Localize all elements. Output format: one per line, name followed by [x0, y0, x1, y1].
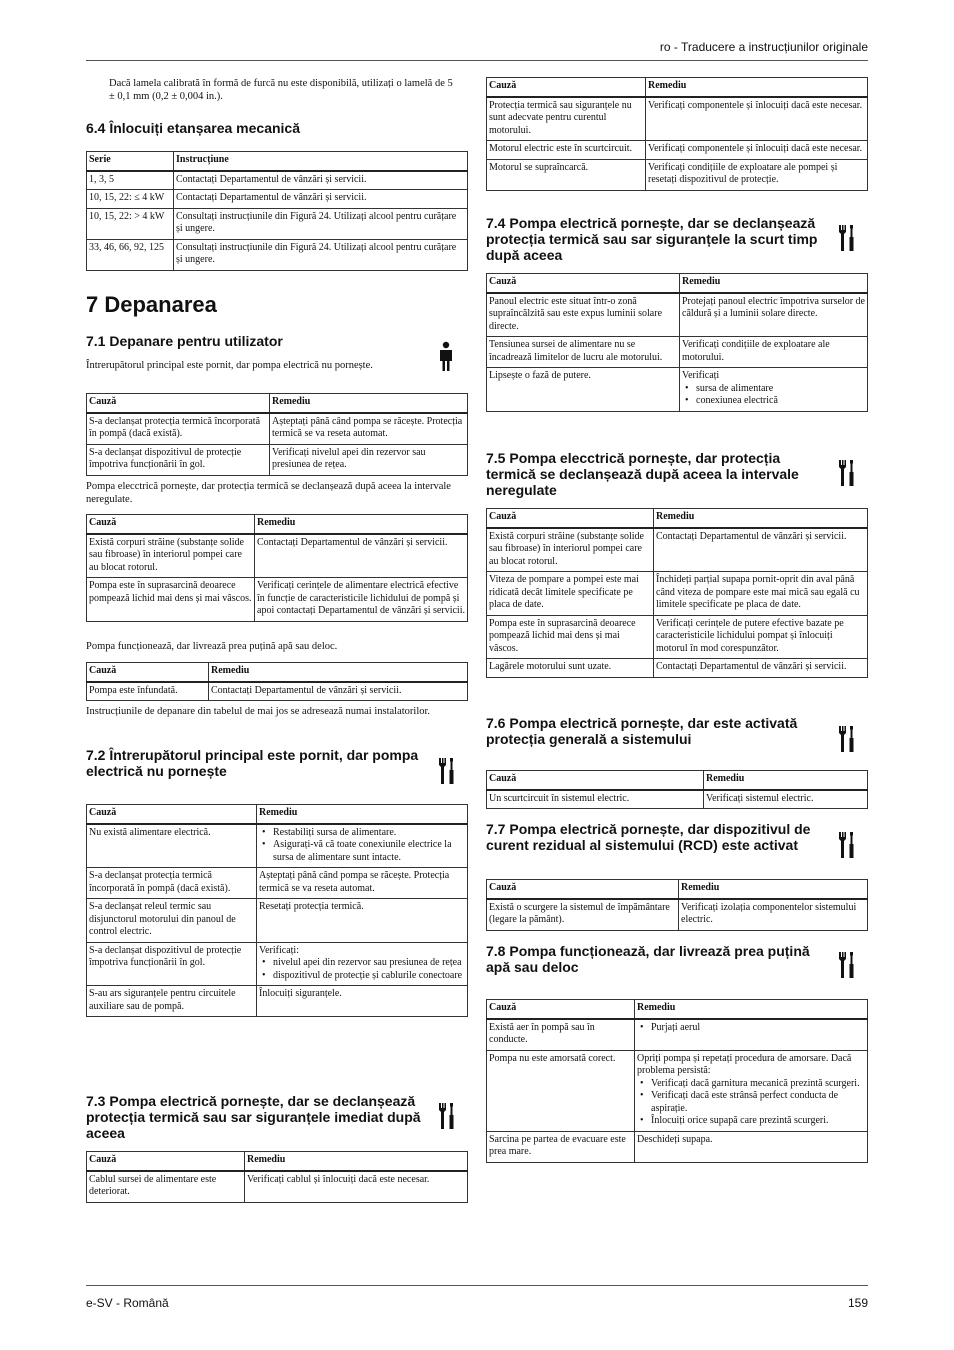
cause-cell: Motorul electric este în scurtcircuit.	[487, 141, 646, 160]
column-header-remedy: Remediu	[209, 663, 468, 682]
column-header-cause: Cauză	[487, 274, 680, 293]
column-header-cause: Cauză	[87, 805, 257, 824]
s71-paragraph-1: Întrerupătorul principal este pornit, dar pompa electrică nu pornește.	[86, 360, 373, 371]
running-header: ro - Traducere a instrucțiunilor originale	[659, 40, 868, 54]
remedy-list-item: • Înlocuiți orice supapă care prezintă scurgeri.	[637, 1115, 865, 1128]
column-header-remedy: Remediu	[679, 880, 868, 899]
remedy-text: Deschideți supapa.	[637, 1133, 713, 1145]
remedy-cell	[680, 337, 868, 368]
remedy-cell	[257, 942, 468, 986]
cause-cell: Lipsește o fază de putere.	[487, 368, 680, 412]
table-header-row	[87, 394, 468, 413]
table-row	[487, 1131, 868, 1162]
column-header-cause: Cauză	[487, 78, 646, 97]
column-header-cause: Cauză	[87, 515, 255, 534]
table-header-row	[487, 509, 868, 528]
table-7-3-continued	[486, 77, 868, 191]
section-7-4-title: 7.4 Pompa electrică pornește, dar se declanșează protecția termică sau sar siguranțele la scurt timp după aceea	[486, 215, 818, 263]
section-7-8-title: 7.8 Pompa funcționează, dar livrează prea puțină apă sau deloc	[486, 943, 810, 975]
remedy-cell	[635, 1131, 868, 1162]
table-header-row	[487, 78, 868, 97]
remedy-text: Înlocuiți siguranțele.	[259, 988, 342, 999]
column-header-remedy: Remediu	[257, 805, 468, 824]
column-header-remedy: Remediu	[255, 515, 468, 534]
remedy-list	[682, 383, 865, 408]
cause-cell: Un scurtcircuit în sistemul electric.	[487, 790, 704, 809]
cause-cell: Tensiunea sursei de alimentare nu se încadrează limitelor de lucru ale motorului.	[487, 337, 680, 368]
remedy-cell: Verificați izolația componentelor sistemului electric.	[679, 899, 868, 931]
remedy-cell: Verificați cerințele de putere efective bazate pe caracteristicile lichidului pompat și înlocuiți motorul în mod corespunzător.	[654, 615, 868, 659]
cause-cell: Viteza de pompare a pompei este mai ridicată decât limitele specificate pe placa de date.	[487, 572, 654, 616]
table-row	[487, 293, 868, 337]
remedy-cell: Verificați nivelul apei din rezervor sau presiunea de rețea.	[270, 444, 468, 475]
remedy-cell	[257, 868, 468, 899]
section-7-6-title: 7.6 Pompa electrică pornește, dar este activată protecția generală a sistemului	[486, 715, 798, 747]
table-header-row	[87, 515, 468, 534]
table-row	[487, 97, 868, 141]
tools-icon	[836, 830, 856, 865]
cause-cell: S-a declanșat protecția termică încorporată în pompă (dacă există).	[87, 868, 257, 899]
remedy-cell: Contactați Departamentul de vânzări și servicii.	[174, 190, 468, 209]
cause-cell: 10, 15, 22: > 4 kW	[87, 208, 174, 239]
remedy-text: Protejați panoul electric împotriva surselor de căldură și a luminii solare directe.	[682, 295, 865, 319]
remedy-list	[637, 1078, 865, 1128]
remedy-cell: Verificați componentele și înlocuiți dacă este necesar.	[646, 141, 868, 160]
remedy-list-item: • Purjați aerul	[637, 1022, 865, 1035]
cause-cell: 10, 15, 22: ≤ 4 kW	[87, 190, 174, 209]
table-row	[487, 572, 868, 616]
remedy-cell: Verificați componentele și înlocuiți dacă este necesar.	[646, 97, 868, 141]
table-row	[87, 413, 468, 445]
cause-cell: Sarcina pe partea de evacuare este prea mare.	[487, 1131, 635, 1162]
column-header-cause: Cauză	[487, 1000, 635, 1019]
column-header-remedy: Remediu	[654, 509, 868, 528]
column-header-remedy: Remediu	[646, 78, 868, 97]
chapter-title: 7 Depanarea	[86, 292, 217, 317]
cause-cell: S-a declanșat dispozitivul de protecție împotriva funcționării în gol.	[87, 942, 257, 986]
column-header-cause: Cauză	[87, 394, 270, 413]
table-row	[87, 534, 468, 578]
cause-cell: Lagărele motorului sunt uzate.	[487, 659, 654, 678]
cause-cell: Cablul sursei de alimentare este deteriorat.	[87, 1171, 245, 1203]
page-number: 159	[847, 1296, 868, 1310]
table-7-1-b	[86, 514, 468, 622]
remedy-list-item: • conexiunea electrică	[682, 395, 865, 408]
table-header-row	[487, 771, 868, 790]
table-row	[87, 208, 468, 239]
table-6-4	[86, 151, 468, 271]
cause-cell: 33, 46, 66, 92, 125	[87, 239, 174, 270]
s71-paragraph-3: Pompa funcționează, dar livrează prea puțină apă sau deloc.	[86, 641, 338, 652]
remedy-cell: Contactați Departamentul de vânzări și servicii.	[209, 682, 468, 701]
remedy-cell	[680, 368, 868, 412]
remedy-text: Verificați condițiile de exploatare ale motorului.	[682, 339, 830, 363]
remedy-cell: Consultați instrucțiunile din Figură 24. Utilizați alcool pentru curățare și ungere.	[174, 208, 468, 239]
table-header-row	[487, 880, 868, 899]
section-7-3-title: 7.3 Pompa electrică pornește, dar se declanșează protecția termică sau sar siguranțele imediat după aceea	[86, 1093, 421, 1141]
remedy-cell: Contactați Departamentul de vânzări și servicii.	[174, 171, 468, 190]
table-row	[487, 899, 868, 931]
remedy-text: Verificați:	[259, 944, 299, 956]
column-header-remedy: Remediu	[635, 1000, 868, 1019]
remedy-cell: Contactați Departamentul de vânzări și servicii.	[654, 528, 868, 572]
section-7-1-title: 7.1 Depanare pentru utilizator	[86, 333, 283, 349]
intro-paragraph: Dacă lamela calibrată în formă de furcă nu este disponibilă, utilizați o lamelă de 5 ± 0,1 mm (0,2 ± 0,004 in.).	[109, 78, 453, 102]
table-header-row	[487, 274, 868, 293]
cause-cell: Există corpuri străine (substanțe solide sau fibroase) în interiorul pompei care au blocat rotorul.	[487, 528, 654, 572]
table-row	[87, 868, 468, 899]
remedy-cell: Contactați Departamentul de vânzări și servicii.	[255, 534, 468, 578]
remedy-cell: Verificați cerințele de alimentare electrică efective în funcție de caracteristicile lichidului de pompă și apoi contactați Departamentul de vânzări și servicii.	[255, 578, 468, 622]
remedy-cell	[635, 1019, 868, 1051]
remedy-cell	[257, 986, 468, 1017]
table-row	[87, 942, 468, 986]
table-row	[487, 528, 868, 572]
table-row	[487, 141, 868, 160]
remedy-text: Resetați protecția termică.	[259, 901, 364, 912]
remedy-cell: Verificați condițiile de exploatare ale pompei și resetați dispozitivul de protecție.	[646, 159, 868, 190]
remedy-list-item: • Verificați dacă garnitura mecanică prezintă scurgeri.	[637, 1078, 865, 1091]
tools-icon	[836, 223, 856, 258]
cause-cell: S-au ars siguranțele pentru circuitele auxiliare sau de pompă.	[87, 986, 257, 1017]
remedy-cell: Verificați cablul și înlocuiți dacă este necesar.	[245, 1171, 468, 1203]
table-7-3	[86, 1151, 468, 1203]
cause-cell: Există corpuri străine (substanțe solide sau fibroase) în interiorul pompei care au blocat rotorul.	[87, 534, 255, 578]
s71-paragraph-4: Instrucțiunile de depanare din tabelul de mai jos se adresează numai instalatorilor.	[86, 706, 431, 717]
remedy-list-item: • dispozitivul de protecție și cablurile conectoare	[259, 970, 465, 983]
table-row	[87, 239, 468, 270]
column-header-cause: Serie	[87, 152, 174, 171]
cause-cell: Protecția termică sau siguranțele nu sunt adecvate pentru curentul motorului.	[487, 97, 646, 141]
cause-cell: S-a declanșat protecția termică încorporată în pompă (dacă există).	[87, 413, 270, 445]
table-row	[487, 790, 868, 809]
cause-cell: 1, 3, 5	[87, 171, 174, 190]
cause-cell: Pompa este în suprasarcină deoarece pompează lichid mai dens și mai vâscos.	[87, 578, 255, 622]
remedy-cell	[635, 1050, 868, 1131]
column-header-cause: Cauză	[487, 771, 704, 790]
footer-product: e-SV - Română	[86, 1296, 169, 1310]
table-header-row	[87, 1152, 468, 1171]
remedy-list-item: • nivelul apei din rezervor sau presiunea de rețea	[259, 957, 465, 970]
remedy-cell	[680, 293, 868, 337]
remedy-list	[259, 957, 465, 982]
remedy-list	[259, 827, 465, 865]
tools-icon	[836, 950, 856, 985]
tools-icon	[436, 1101, 456, 1136]
table-header-row	[487, 1000, 868, 1019]
section-7-2-title: 7.2 Întrerupătorul principal este pornit, dar pompa electrică nu pornește	[86, 747, 419, 779]
column-header-remedy: Remediu	[704, 771, 868, 790]
remedy-text: Opriți pompa și repetați procedura de amorsare. Dacă problema persistă:	[637, 1052, 852, 1076]
remedy-list	[637, 1022, 865, 1035]
remedy-cell: Așteptați până când pompa se răcește. Protecția termică se va reseta automat.	[270, 413, 468, 445]
table-7-1-a	[86, 393, 468, 476]
table-row	[487, 1019, 868, 1051]
table-row	[487, 159, 868, 190]
column-header-remedy: Remediu	[245, 1152, 468, 1171]
tools-icon	[436, 756, 456, 791]
remedy-cell: Verificați sistemul electric.	[704, 790, 868, 809]
table-row	[87, 1171, 468, 1203]
cause-cell: Pompa este în suprasarcină deoarece pompează lichid mai dens și mai vâscos.	[487, 615, 654, 659]
table-row	[487, 615, 868, 659]
table-row	[87, 899, 468, 943]
s71-paragraph-2: Pompa elecctrică pornește, dar protecția termică se declanșează după aceea la intervale neregulate.	[86, 481, 451, 505]
remedy-cell: Consultați instrucțiunile din Figură 24. Utilizați alcool pentru curățare și ungere.	[174, 239, 468, 270]
column-header-remedy: Remediu	[680, 274, 868, 293]
table-7-7	[486, 879, 868, 931]
cause-cell: Există aer în pompă sau în conducte.	[487, 1019, 635, 1051]
tools-icon	[836, 724, 856, 759]
table-row	[487, 337, 868, 368]
column-header-cause: Cauză	[487, 880, 679, 899]
table-row	[87, 682, 468, 701]
table-header-row	[87, 152, 468, 171]
header-rule	[86, 60, 868, 61]
table-7-4	[486, 273, 868, 412]
remedy-cell: Contactați Departamentul de vânzări și servicii.	[654, 659, 868, 678]
section-7-7-title: 7.7 Pompa electrică pornește, dar dispozitivul de curent rezidual al sistemului (RCD) este activat	[486, 821, 811, 853]
table-row	[87, 444, 468, 475]
table-7-8	[486, 999, 868, 1163]
remedy-text: Verificați	[682, 370, 720, 381]
column-header-remedy: Instrucțiune	[174, 152, 468, 171]
cause-cell: S-a declanșat releul termic sau disjunctorul motorului din panoul de control electric.	[87, 899, 257, 943]
section-7-5-title: 7.5 Pompa elecctrică pornește, dar protecția termică se declanșează după aceea la intervale neregulate	[486, 450, 799, 498]
cause-cell: Panoul electric este situat într-o zonă supraîncălzită sau este expus luminii solare directe.	[487, 293, 680, 337]
table-header-row	[87, 663, 468, 682]
table-row	[487, 368, 868, 412]
table-7-2	[86, 804, 468, 1017]
remedy-list-item: • Verificați dacă este strânsă perfect conducta de aspirație.	[637, 1090, 865, 1115]
cause-cell: Pompa nu este amorsată corect.	[487, 1050, 635, 1131]
column-header-remedy: Remediu	[270, 394, 468, 413]
cause-cell: S-a declanșat dispozitivul de protecție împotriva funcționării în gol.	[87, 444, 270, 475]
table-row	[87, 578, 468, 622]
cause-cell: Motorul se supraîncarcă.	[487, 159, 646, 190]
remedy-list-item: • Restabiliți sursa de alimentare.	[259, 827, 465, 840]
column-header-cause: Cauză	[87, 663, 209, 682]
table-row	[87, 190, 468, 209]
table-row	[87, 986, 468, 1017]
table-row	[487, 1050, 868, 1131]
footer-rule	[86, 1285, 868, 1286]
table-row	[487, 659, 868, 678]
remedy-list-item: • sursa de alimentare	[682, 383, 865, 396]
cause-cell: Nu există alimentare electrică.	[87, 824, 257, 868]
table-7-6	[486, 770, 868, 809]
tools-icon	[836, 458, 856, 493]
table-row	[87, 824, 468, 868]
table-7-5	[486, 508, 868, 678]
cause-cell: Există o scurgere la sistemul de împământare (legare la pământ).	[487, 899, 679, 931]
section-6-4-title: 6.4 Înlocuiți etanșarea mecanică	[86, 120, 300, 136]
table-header-row	[87, 805, 468, 824]
cause-cell: Pompa este înfundată.	[87, 682, 209, 701]
remedy-list-item: • Asigurați-vă că toate conexiunile electrice la sursa de alimentare sunt intacte.	[259, 839, 465, 864]
remedy-cell	[257, 824, 468, 868]
column-header-cause: Cauză	[487, 509, 654, 528]
table-7-1-c	[86, 662, 468, 701]
user-icon	[436, 341, 456, 378]
column-header-cause: Cauză	[87, 1152, 245, 1171]
remedy-cell	[257, 899, 468, 943]
table-row	[87, 171, 468, 190]
remedy-text: Așteptați până când pompa se răcește. Protecția termică se va reseta automat.	[259, 870, 450, 894]
remedy-cell: Închideți parțial supapa pornit-oprit din aval până când viteza de pompare este mai mică sau egală cu limitele specificate pe placa de date.	[654, 572, 868, 616]
